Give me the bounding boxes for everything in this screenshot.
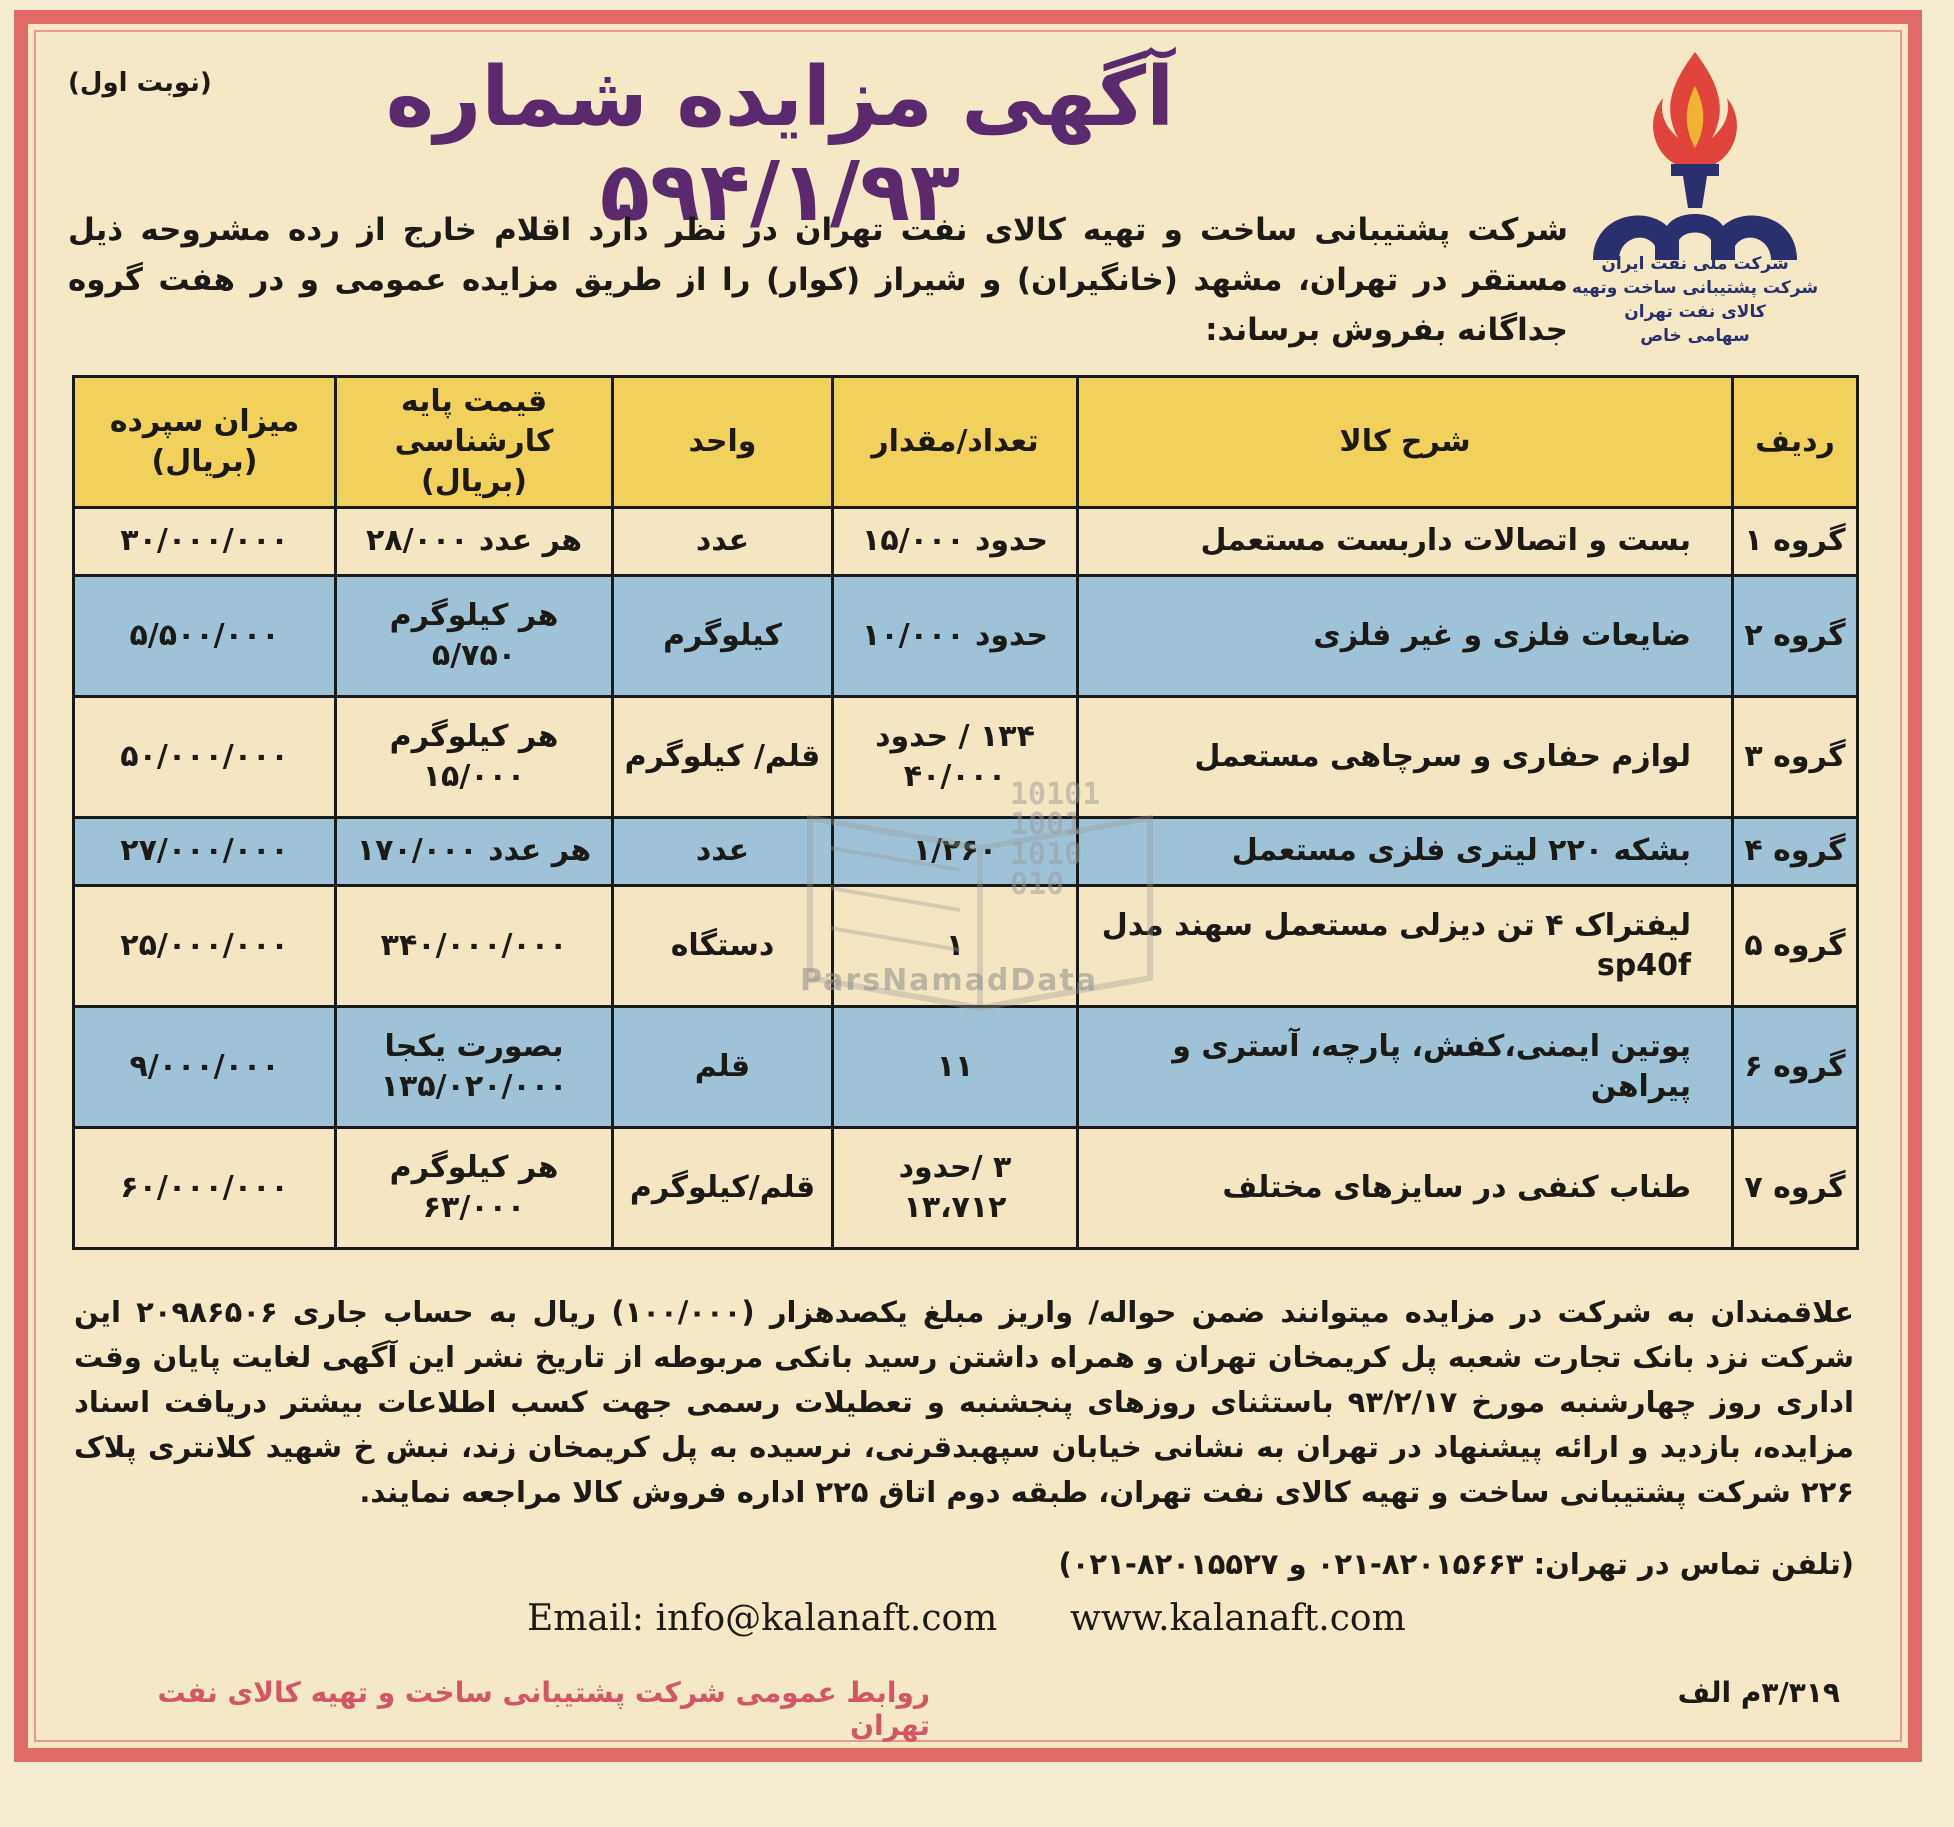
cell-unit: عدد bbox=[613, 508, 833, 576]
cell-deposit: ۵/۵۰۰/۰۰۰ bbox=[74, 575, 336, 696]
intro-paragraph: شرکت پشتیبانی ساخت و تهیه کالای نفت تهران در نظر دارد اقلام خارج از رده مشروحه ذیل مستقر در تهران، مشهد (خانگیران) و شیراز (کوار) را از طریق مزایده عمومی و در هفت گروه جداگانه بفروش برساند: bbox=[68, 212, 1568, 348]
col-header-price: قیمت پایه کارشناسی (بریال) bbox=[336, 377, 613, 508]
table-row bbox=[74, 508, 1858, 576]
cell-deposit: ۵۰/۰۰۰/۰۰۰ bbox=[74, 696, 336, 817]
cell-qty: ۱ bbox=[833, 885, 1078, 1006]
public-relations-signature: روابط عمومی شرکت پشتیبانی ساخت و تهیه کالای نفت تهران bbox=[157, 1676, 930, 1742]
cell-unit: عدد bbox=[613, 817, 833, 885]
cell-row: گروه ۴ bbox=[1733, 817, 1858, 885]
website-link[interactable]: www.kalanaft.com bbox=[1070, 1598, 1406, 1639]
cell-qty: حدود ۱۰/۰۰۰ bbox=[833, 575, 1078, 696]
cell-unit: قلم/کیلوگرم bbox=[613, 1127, 833, 1248]
cell-qty: ۳ /حدود ۱۳،۷۱۲ bbox=[833, 1127, 1078, 1248]
cell-deposit: ۲۵/۰۰۰/۰۰۰ bbox=[74, 885, 336, 1006]
logo-line: شرکت ملی نفت ایران bbox=[1601, 254, 1789, 274]
cell-unit: قلم/ کیلوگرم bbox=[613, 696, 833, 817]
cell-deposit: ۲۷/۰۰۰/۰۰۰ bbox=[74, 817, 336, 885]
logo-caption bbox=[1570, 252, 1820, 348]
cell-desc: پوتین ایمنی،کفش، پارچه، آستری و پیراهن bbox=[1078, 1006, 1733, 1127]
cell-deposit: ۳۰/۰۰۰/۰۰۰ bbox=[74, 508, 336, 576]
cell-price: هر کیلوگرم ۶۳/۰۰۰ bbox=[336, 1127, 613, 1248]
col-header-unit: واحد bbox=[613, 377, 833, 508]
logo-line: شرکت پشتیبانی ساخت وتهیه bbox=[1571, 278, 1819, 298]
cell-qty: ۱۱ bbox=[833, 1006, 1078, 1127]
cell-qty: حدود ۱۵/۰۰۰ bbox=[833, 508, 1078, 576]
cell-desc: ضایعات فلزی و غیر فلزی bbox=[1078, 575, 1733, 696]
cell-row: گروه ۶ bbox=[1733, 1006, 1858, 1127]
cell-desc: لوازم حفاری و سرچاهی مستعمل bbox=[1078, 696, 1733, 817]
email-link[interactable]: Email: info@kalanaft.com bbox=[527, 1598, 998, 1639]
cell-row: گروه ۲ bbox=[1733, 575, 1858, 696]
table-header-row bbox=[74, 377, 1858, 508]
logo-line: سهامی خاص bbox=[1640, 326, 1750, 346]
cell-qty: ۱۳۴ / حدود ۴۰/۰۰۰ bbox=[833, 696, 1078, 817]
cell-desc: لیفتراک ۴ تن دیزلی مستعمل سهند مدل sp40f bbox=[1078, 885, 1733, 1006]
cell-price: هر عدد ۲۸/۰۰۰ bbox=[336, 508, 613, 576]
contact-phone: (تلفن تماس در تهران: ۸۲۰۱۵۶۶۳-۰۲۱ و ۸۲۰۱۵۵۲۷-۰۲۱) bbox=[1058, 1547, 1854, 1581]
logo-line: کالای نفت تهران bbox=[1624, 302, 1766, 322]
cell-unit: کیلوگرم bbox=[613, 575, 833, 696]
table-row bbox=[74, 1127, 1858, 1248]
cell-deposit: ۹/۰۰۰/۰۰۰ bbox=[74, 1006, 336, 1127]
cell-price: هر کیلوگرم ۵/۷۵۰ bbox=[336, 575, 613, 696]
turn-label: (نوبت اول) bbox=[68, 68, 212, 98]
table-row bbox=[74, 575, 1858, 696]
watermark-digits: 10101 1001 1010 010 bbox=[1010, 777, 1101, 902]
conditions-paragraph: علاقمندان به شرکت در مزایده میتوانند ضمن حواله/ واریز مبلغ یکصدهزار (۱۰۰/۰۰۰) ریال به حساب جاری ۲۰۹۸۶۵۰۶ این شرکت نزد بانک تجارت شعبه پل کریمخان تهران و همراه داشتن رسید بانکی مربوطه از تاریخ نشر این آگهی لغایت پایان وقت اداری روز چهارشنبه مورخ ۹۳/۲/۱۷ باستثنای روزهای پنجشنبه و تعطیلات رسمی جهت کسب اطلاعات بیشتر دریافت اسناد مزایده، بازدید و ارائه پیشنهاد در تهران به نشانی خیابان سپهبدقرنی، نرسیده به پل کریمخان زند، نبش خ شهید کلانتری پلاک ۲۲۶ شرکت پشتیبانی ساخت و تهیه کالای نفت تهران، طبقه دوم اتاق ۲۲۵ اداره فروش کالا مراجعه نمایند. bbox=[74, 1295, 1854, 1509]
col-header-deposit: میزان سپرده (بریال) bbox=[74, 377, 336, 508]
cell-desc: بست و اتصالات داربست مستعمل bbox=[1078, 508, 1733, 576]
cell-unit: دستگاه bbox=[613, 885, 833, 1006]
cell-row: گروه ۱ bbox=[1733, 508, 1858, 576]
col-header-row: ردیف bbox=[1733, 377, 1858, 508]
cell-desc: طناب کنفی در سایزهای مختلف bbox=[1078, 1127, 1733, 1248]
cell-price: هر کیلوگرم ۱۵/۰۰۰ bbox=[336, 696, 613, 817]
cell-deposit: ۶۰/۰۰۰/۰۰۰ bbox=[74, 1127, 336, 1248]
cell-price: بصورت یکجا ۱۳۵/۰۲۰/۰۰۰ bbox=[336, 1006, 613, 1127]
cell-qty: ۱/۲۶۰ bbox=[833, 817, 1078, 885]
ad-title: آگهی مزایده شماره ۵۹۴/۱/۹۳ bbox=[385, 50, 1175, 240]
cell-row: گروه ۳ bbox=[1733, 696, 1858, 817]
cell-row: گروه ۵ bbox=[1733, 885, 1858, 1006]
cell-desc: بشکه ۲۲۰ لیتری فلزی مستعمل bbox=[1078, 817, 1733, 885]
ad-code: ۳/۳۱۹م الف bbox=[1677, 1676, 1840, 1709]
cell-price: ۳۴۰/۰۰۰/۰۰۰ bbox=[336, 885, 613, 1006]
col-header-qty: تعداد/مقدار bbox=[833, 377, 1078, 508]
cell-row: گروه ۷ bbox=[1733, 1127, 1858, 1248]
cell-price: هر عدد ۱۷۰/۰۰۰ bbox=[336, 817, 613, 885]
cell-unit: قلم bbox=[613, 1006, 833, 1127]
watermark-name: ParsNamadData bbox=[800, 963, 1099, 998]
col-header-desc: شرح کالا bbox=[1078, 377, 1733, 508]
